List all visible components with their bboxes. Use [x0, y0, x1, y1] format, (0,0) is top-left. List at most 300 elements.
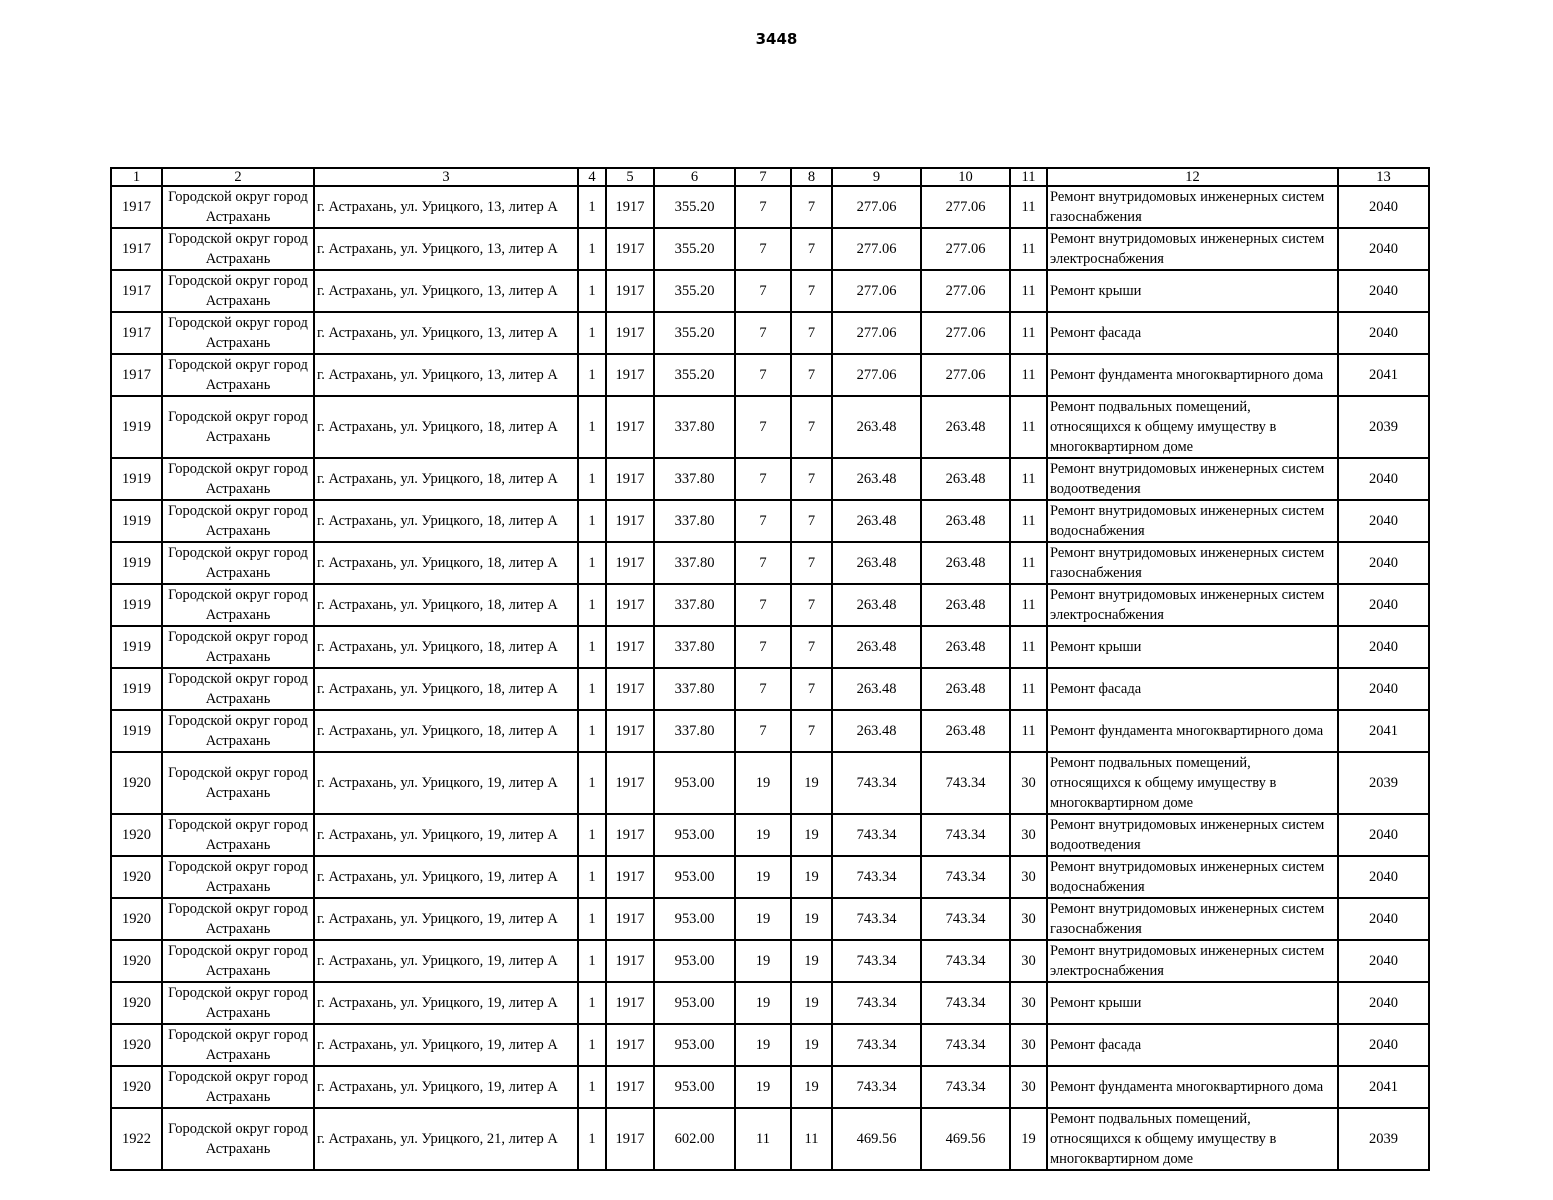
planned-year-cell — [1338, 856, 1429, 898]
row-id-cell-text: 1917 — [122, 367, 151, 383]
work-type-cell-text: Ремонт внутридомовых инженерных систем электроснабжения — [1050, 587, 1325, 623]
col10-cell-text: 263.48 — [945, 639, 986, 655]
work-type-cell — [1047, 1066, 1338, 1108]
col9-cell — [832, 814, 921, 856]
work-type-cell-text: Ремонт внутридомовых инженерных систем газоснабжения — [1050, 901, 1325, 937]
col11-cell — [1010, 312, 1047, 354]
row-id-cell — [111, 500, 162, 542]
col5-cell-text: 1917 — [615, 869, 645, 885]
planned-year-cell — [1338, 1066, 1429, 1108]
municipality-cell-text: Городской округ город Астрахань — [168, 713, 308, 749]
planned-year-cell — [1338, 626, 1429, 668]
col8-cell — [791, 396, 832, 458]
col4-cell — [578, 458, 606, 500]
col8-cell-text: 7 — [807, 471, 816, 487]
municipality-cell-text: Городской округ город Астрахань — [168, 189, 308, 225]
col10-cell-text: 743.34 — [945, 869, 986, 885]
municipality-cell-text: Городской округ город Астрахань — [168, 943, 308, 979]
row-id-cell-text: 1919 — [122, 555, 151, 571]
col11-cell — [1010, 982, 1047, 1024]
col7-cell-text: 7 — [759, 199, 767, 215]
col8-cell-text: 19 — [804, 995, 819, 1011]
col5-cell-text: 1917 — [615, 681, 645, 697]
col10-cell-text: 743.34 — [945, 911, 986, 927]
col10-cell-text: 277.06 — [945, 241, 986, 257]
col5-cell — [606, 856, 654, 898]
col4-cell-text: 1 — [588, 639, 596, 655]
col10-cell-text: 277.06 — [945, 199, 986, 215]
col11-cell-text: 30 — [1021, 1037, 1036, 1053]
row-id-cell — [111, 814, 162, 856]
col4-cell-text: 1 — [588, 723, 596, 739]
col11-cell — [1010, 542, 1047, 584]
col8-cell-text: 19 — [804, 775, 819, 791]
column-header: 9 — [832, 168, 921, 186]
work-type-cell-text: Ремонт фасада — [1050, 681, 1142, 697]
work-type-cell-text: Ремонт фасада — [1050, 1037, 1142, 1053]
col6-cell-text: 355.20 — [674, 241, 715, 257]
work-type-cell-text: Ремонт внутридомовых инженерных систем электроснабжения — [1050, 943, 1325, 979]
planned-year-cell — [1338, 354, 1429, 396]
col5-cell-text: 1917 — [615, 953, 645, 969]
address-cell — [314, 668, 578, 710]
col7-cell — [735, 814, 791, 856]
col6-cell — [654, 940, 735, 982]
municipality-cell-text: Городской округ город Астрахань — [168, 409, 308, 445]
planned-year-cell-text: 2039 — [1369, 419, 1398, 435]
col8-cell — [791, 940, 832, 982]
municipality-cell — [162, 396, 314, 458]
col8-cell — [791, 856, 832, 898]
col11-cell-text: 11 — [1021, 367, 1036, 383]
work-type-cell — [1047, 710, 1338, 752]
address-cell — [314, 584, 578, 626]
col9-cell-text: 743.34 — [856, 953, 897, 969]
municipality-cell — [162, 982, 314, 1024]
col6-cell-text: 337.80 — [674, 639, 715, 655]
col5-cell — [606, 584, 654, 626]
row-id-cell — [111, 982, 162, 1024]
row-id-cell — [111, 396, 162, 458]
row-id-cell — [111, 856, 162, 898]
col6-cell-text: 337.80 — [674, 471, 715, 487]
row-id-cell — [111, 186, 162, 228]
col6-cell-text: 337.80 — [674, 419, 715, 435]
col4-cell — [578, 1108, 606, 1170]
col8-cell — [791, 500, 832, 542]
col10-cell — [921, 710, 1010, 752]
work-type-cell — [1047, 856, 1338, 898]
column-header: 8 — [791, 168, 832, 186]
col11-cell — [1010, 814, 1047, 856]
address-cell-text: г. Астрахань, ул. Урицкого, 18, литер А — [317, 419, 558, 435]
col8-cell — [791, 1066, 832, 1108]
col9-cell-text: 743.34 — [856, 995, 897, 1011]
col7-cell-text: 7 — [759, 723, 767, 739]
col6-cell-text: 953.00 — [674, 953, 715, 969]
row-id-cell-text: 1920 — [122, 911, 151, 927]
col4-cell — [578, 856, 606, 898]
address-cell — [314, 396, 578, 458]
col8-cell — [791, 710, 832, 752]
col5-cell-text: 1917 — [615, 1131, 645, 1147]
row-id-cell-text: 1920 — [122, 869, 151, 885]
table-row — [111, 1066, 1429, 1108]
col9-cell-text: 743.34 — [856, 869, 897, 885]
address-cell — [314, 186, 578, 228]
col7-cell-text: 7 — [759, 241, 767, 257]
col6-cell — [654, 312, 735, 354]
planned-year-cell — [1338, 542, 1429, 584]
col5-cell-text: 1917 — [615, 723, 645, 739]
address-cell — [314, 752, 578, 814]
address-cell — [314, 312, 578, 354]
col7-cell — [735, 982, 791, 1024]
col8-cell-text: 7 — [807, 723, 816, 739]
col7-cell — [735, 228, 791, 270]
column-header: 4 — [578, 168, 606, 186]
work-type-cell-text: Ремонт подвальных помещений, относящихся к общему имуществу в многоквартирном доме — [1050, 1111, 1277, 1167]
col5-cell — [606, 542, 654, 584]
work-type-cell-text: Ремонт фасада — [1050, 325, 1142, 341]
col4-cell-text: 1 — [588, 513, 596, 529]
work-type-cell — [1047, 584, 1338, 626]
planned-year-cell-text: 2040 — [1369, 869, 1398, 885]
planned-year-cell — [1338, 584, 1429, 626]
col9-cell-text: 263.48 — [856, 681, 897, 697]
col9-cell-text: 263.48 — [856, 723, 897, 739]
col10-cell-text: 277.06 — [945, 367, 986, 383]
col10-cell — [921, 542, 1010, 584]
row-id-cell — [111, 1024, 162, 1066]
col7-cell-text: 19 — [755, 953, 771, 969]
work-type-cell — [1047, 500, 1338, 542]
col9-cell — [832, 584, 921, 626]
work-type-cell-text: Ремонт подвальных помещений, относящихся к общему имуществу в многоквартирном доме — [1050, 755, 1277, 811]
municipality-cell — [162, 458, 314, 500]
col10-cell-text: 743.34 — [945, 953, 986, 969]
col7-cell — [735, 500, 791, 542]
col4-cell-text: 1 — [588, 869, 596, 885]
municipality-cell — [162, 752, 314, 814]
work-type-cell — [1047, 982, 1338, 1024]
address-cell-text: г. Астрахань, ул. Урицкого, 21, литер А — [317, 1131, 558, 1147]
col11-cell-text: 30 — [1021, 827, 1036, 843]
municipality-cell-text: Городской округ город Астрахань — [168, 461, 308, 497]
col11-cell-text: 30 — [1021, 911, 1036, 927]
col7-cell-text: 7 — [759, 325, 767, 341]
col7-cell — [735, 396, 791, 458]
col4-cell — [578, 312, 606, 354]
col7-cell — [735, 898, 791, 940]
row-id-cell-text: 1922 — [122, 1131, 151, 1147]
col4-cell-text: 1 — [588, 283, 596, 299]
planned-year-cell — [1338, 500, 1429, 542]
column-number-row — [111, 168, 1429, 186]
col6-cell-text: 337.80 — [674, 597, 715, 613]
col5-cell — [606, 626, 654, 668]
col5-cell-text: 1917 — [615, 555, 645, 571]
planned-year-cell — [1338, 1108, 1429, 1170]
col8-cell-text: 7 — [807, 419, 816, 435]
row-id-cell — [111, 1108, 162, 1170]
col6-cell — [654, 856, 735, 898]
municipality-cell-text: Городской округ город Астрахань — [168, 357, 308, 393]
col11-cell — [1010, 668, 1047, 710]
col10-cell-text: 263.48 — [945, 681, 986, 697]
planned-year-cell-text: 2040 — [1369, 995, 1398, 1011]
col9-cell-text: 277.06 — [856, 241, 897, 257]
planned-year-cell — [1338, 270, 1429, 312]
col6-cell — [654, 500, 735, 542]
row-id-cell — [111, 1066, 162, 1108]
col4-cell-text: 1 — [588, 775, 596, 791]
work-type-cell — [1047, 814, 1338, 856]
col6-cell-text: 953.00 — [674, 911, 715, 927]
col4-cell — [578, 626, 606, 668]
col9-cell — [832, 856, 921, 898]
col8-cell-text: 19 — [804, 1079, 819, 1095]
planned-year-cell-text: 2040 — [1369, 953, 1398, 969]
work-type-cell — [1047, 186, 1338, 228]
col7-cell-text: 7 — [759, 471, 767, 487]
work-type-cell — [1047, 228, 1338, 270]
col8-cell-text: 7 — [807, 513, 816, 529]
col9-cell-text: 263.48 — [856, 597, 897, 613]
planned-year-cell — [1338, 940, 1429, 982]
table-body — [111, 186, 1429, 1170]
col10-cell — [921, 228, 1010, 270]
col5-cell-text: 1917 — [615, 513, 645, 529]
col10-cell-text: 263.48 — [945, 597, 986, 613]
col6-cell — [654, 1108, 735, 1170]
planned-year-cell-text: 2040 — [1369, 555, 1398, 571]
municipality-cell-text: Городской округ город Астрахань — [168, 1121, 308, 1157]
address-cell — [314, 228, 578, 270]
address-cell — [314, 814, 578, 856]
column-header: 11 — [1010, 168, 1047, 186]
col7-cell-text: 7 — [759, 639, 767, 655]
planned-year-cell — [1338, 982, 1429, 1024]
col4-cell — [578, 228, 606, 270]
row-id-cell — [111, 668, 162, 710]
col10-cell — [921, 186, 1010, 228]
col5-cell — [606, 940, 654, 982]
col6-cell-text: 953.00 — [674, 869, 715, 885]
row-id-cell-text: 1917 — [122, 199, 151, 215]
col8-cell-text: 7 — [807, 325, 816, 341]
col9-cell — [832, 1024, 921, 1066]
row-id-cell-text: 1919 — [122, 597, 151, 613]
col10-cell-text: 263.48 — [945, 555, 986, 571]
col10-cell-text: 743.34 — [945, 775, 986, 791]
planned-year-cell — [1338, 752, 1429, 814]
work-type-cell — [1047, 312, 1338, 354]
col6-cell-text: 953.00 — [674, 1037, 715, 1053]
address-cell — [314, 1108, 578, 1170]
col9-cell — [832, 354, 921, 396]
address-cell — [314, 626, 578, 668]
row-id-cell — [111, 584, 162, 626]
col6-cell — [654, 668, 735, 710]
planned-year-cell-text: 2040 — [1369, 1037, 1398, 1053]
col9-cell — [832, 186, 921, 228]
col8-cell — [791, 1024, 832, 1066]
table-row — [111, 710, 1429, 752]
planned-year-cell-text: 2040 — [1369, 597, 1398, 613]
page-number: 3448 — [755, 30, 798, 48]
col5-cell — [606, 668, 654, 710]
col8-cell-text: 7 — [807, 639, 816, 655]
table-row — [111, 856, 1429, 898]
col11-cell — [1010, 626, 1047, 668]
address-cell-text: г. Астрахань, ул. Урицкого, 19, литер А — [317, 995, 558, 1011]
address-cell-text: г. Астрахань, ул. Урицкого, 19, литер А — [317, 911, 558, 927]
work-type-cell — [1047, 752, 1338, 814]
col6-cell — [654, 898, 735, 940]
municipality-cell — [162, 542, 314, 584]
address-cell — [314, 710, 578, 752]
work-type-cell — [1047, 668, 1338, 710]
address-cell — [314, 542, 578, 584]
col6-cell — [654, 584, 735, 626]
row-id-cell-text: 1919 — [122, 513, 151, 529]
col6-cell — [654, 1024, 735, 1066]
col5-cell — [606, 354, 654, 396]
row-id-cell — [111, 626, 162, 668]
col10-cell-text: 263.48 — [945, 513, 986, 529]
col5-cell — [606, 710, 654, 752]
row-id-cell — [111, 458, 162, 500]
col10-cell — [921, 752, 1010, 814]
address-cell-text: г. Астрахань, ул. Урицкого, 19, литер А — [317, 775, 558, 791]
table-row — [111, 752, 1429, 814]
municipality-cell — [162, 1108, 314, 1170]
municipality-cell-text: Городской округ город Астрахань — [168, 545, 308, 581]
municipality-cell-text: Городской округ город Астрахань — [168, 901, 308, 937]
col4-cell — [578, 396, 606, 458]
col7-cell — [735, 354, 791, 396]
municipality-cell-text: Городской округ город Астрахань — [168, 1069, 308, 1105]
col4-cell-text: 1 — [588, 325, 596, 341]
col7-cell — [735, 458, 791, 500]
address-cell — [314, 1066, 578, 1108]
municipality-cell — [162, 814, 314, 856]
row-id-cell-text: 1920 — [122, 1037, 151, 1053]
municipality-cell — [162, 1066, 314, 1108]
col4-cell-text: 1 — [588, 1079, 596, 1095]
address-cell — [314, 898, 578, 940]
work-type-cell-text: Ремонт крыши — [1050, 283, 1142, 299]
col8-cell — [791, 458, 832, 500]
col8-cell — [791, 312, 832, 354]
table-row — [111, 312, 1429, 354]
column-header: 5 — [606, 168, 654, 186]
municipality-cell — [162, 584, 314, 626]
col10-cell — [921, 1066, 1010, 1108]
col6-cell-text: 337.80 — [674, 681, 715, 697]
col6-cell — [654, 982, 735, 1024]
address-cell-text: г. Астрахань, ул. Урицкого, 19, литер А — [317, 1037, 558, 1053]
col8-cell — [791, 898, 832, 940]
municipality-cell-text: Городской округ город Астрахань — [168, 1027, 308, 1063]
municipality-cell — [162, 626, 314, 668]
col11-cell-text: 11 — [1021, 639, 1036, 655]
col7-cell-text: 7 — [759, 513, 767, 529]
address-cell-text: г. Астрахань, ул. Урицкого, 19, литер А — [317, 869, 558, 885]
planned-year-cell-text: 2040 — [1369, 325, 1398, 341]
col9-cell — [832, 458, 921, 500]
municipality-cell-text: Городской округ город Астрахань — [168, 587, 308, 623]
row-id-cell — [111, 354, 162, 396]
col11-cell — [1010, 354, 1047, 396]
col7-cell-text: 7 — [759, 681, 767, 697]
col6-cell — [654, 710, 735, 752]
col11-cell — [1010, 1066, 1047, 1108]
row-id-cell-text: 1920 — [122, 1079, 151, 1095]
col9-cell-text: 743.34 — [856, 1079, 897, 1095]
address-cell-text: г. Астрахань, ул. Урицкого, 13, литер А — [317, 241, 558, 257]
municipality-cell — [162, 500, 314, 542]
planned-year-cell-text: 2041 — [1369, 723, 1398, 739]
col11-cell — [1010, 584, 1047, 626]
col11-cell-text: 11 — [1021, 681, 1036, 697]
row-id-cell-text: 1920 — [122, 827, 151, 843]
col10-cell — [921, 668, 1010, 710]
planned-year-cell — [1338, 1024, 1429, 1066]
column-header: 10 — [921, 168, 1010, 186]
col4-cell-text: 1 — [588, 241, 596, 257]
col9-cell — [832, 542, 921, 584]
col8-cell-text: 7 — [807, 283, 816, 299]
municipality-cell — [162, 668, 314, 710]
col10-cell — [921, 1024, 1010, 1066]
col6-cell — [654, 270, 735, 312]
municipality-cell-text: Городской округ город Астрахань — [168, 273, 308, 309]
address-cell-text: г. Астрахань, ул. Урицкого, 13, литер А — [317, 283, 558, 299]
col11-cell-text: 30 — [1021, 775, 1036, 791]
col7-cell — [735, 1066, 791, 1108]
col9-cell-text: 743.34 — [856, 911, 897, 927]
col4-cell-text: 1 — [588, 681, 596, 697]
col11-cell-text: 30 — [1021, 1079, 1036, 1095]
col4-cell-text: 1 — [588, 911, 596, 927]
work-type-cell — [1047, 1108, 1338, 1170]
col6-cell — [654, 542, 735, 584]
row-id-cell-text: 1920 — [122, 953, 151, 969]
col10-cell-text: 277.06 — [945, 283, 986, 299]
col10-cell-text: 263.48 — [945, 419, 986, 435]
table-row — [111, 898, 1429, 940]
work-type-cell-text: Ремонт внутридомовых инженерных систем электроснабжения — [1050, 231, 1325, 267]
municipality-cell-text: Городской округ город Астрахань — [168, 985, 308, 1021]
row-id-cell-text: 1919 — [122, 471, 151, 487]
col9-cell-text: 277.06 — [856, 199, 897, 215]
col10-cell — [921, 354, 1010, 396]
col7-cell — [735, 940, 791, 982]
planned-year-cell — [1338, 458, 1429, 500]
work-type-cell — [1047, 542, 1338, 584]
planned-year-cell-text: 2040 — [1369, 471, 1398, 487]
col9-cell — [832, 396, 921, 458]
col4-cell — [578, 354, 606, 396]
municipality-cell — [162, 228, 314, 270]
address-cell — [314, 458, 578, 500]
col7-cell-text: 7 — [759, 419, 767, 435]
col8-cell — [791, 186, 832, 228]
address-cell — [314, 856, 578, 898]
work-type-cell — [1047, 1024, 1338, 1066]
